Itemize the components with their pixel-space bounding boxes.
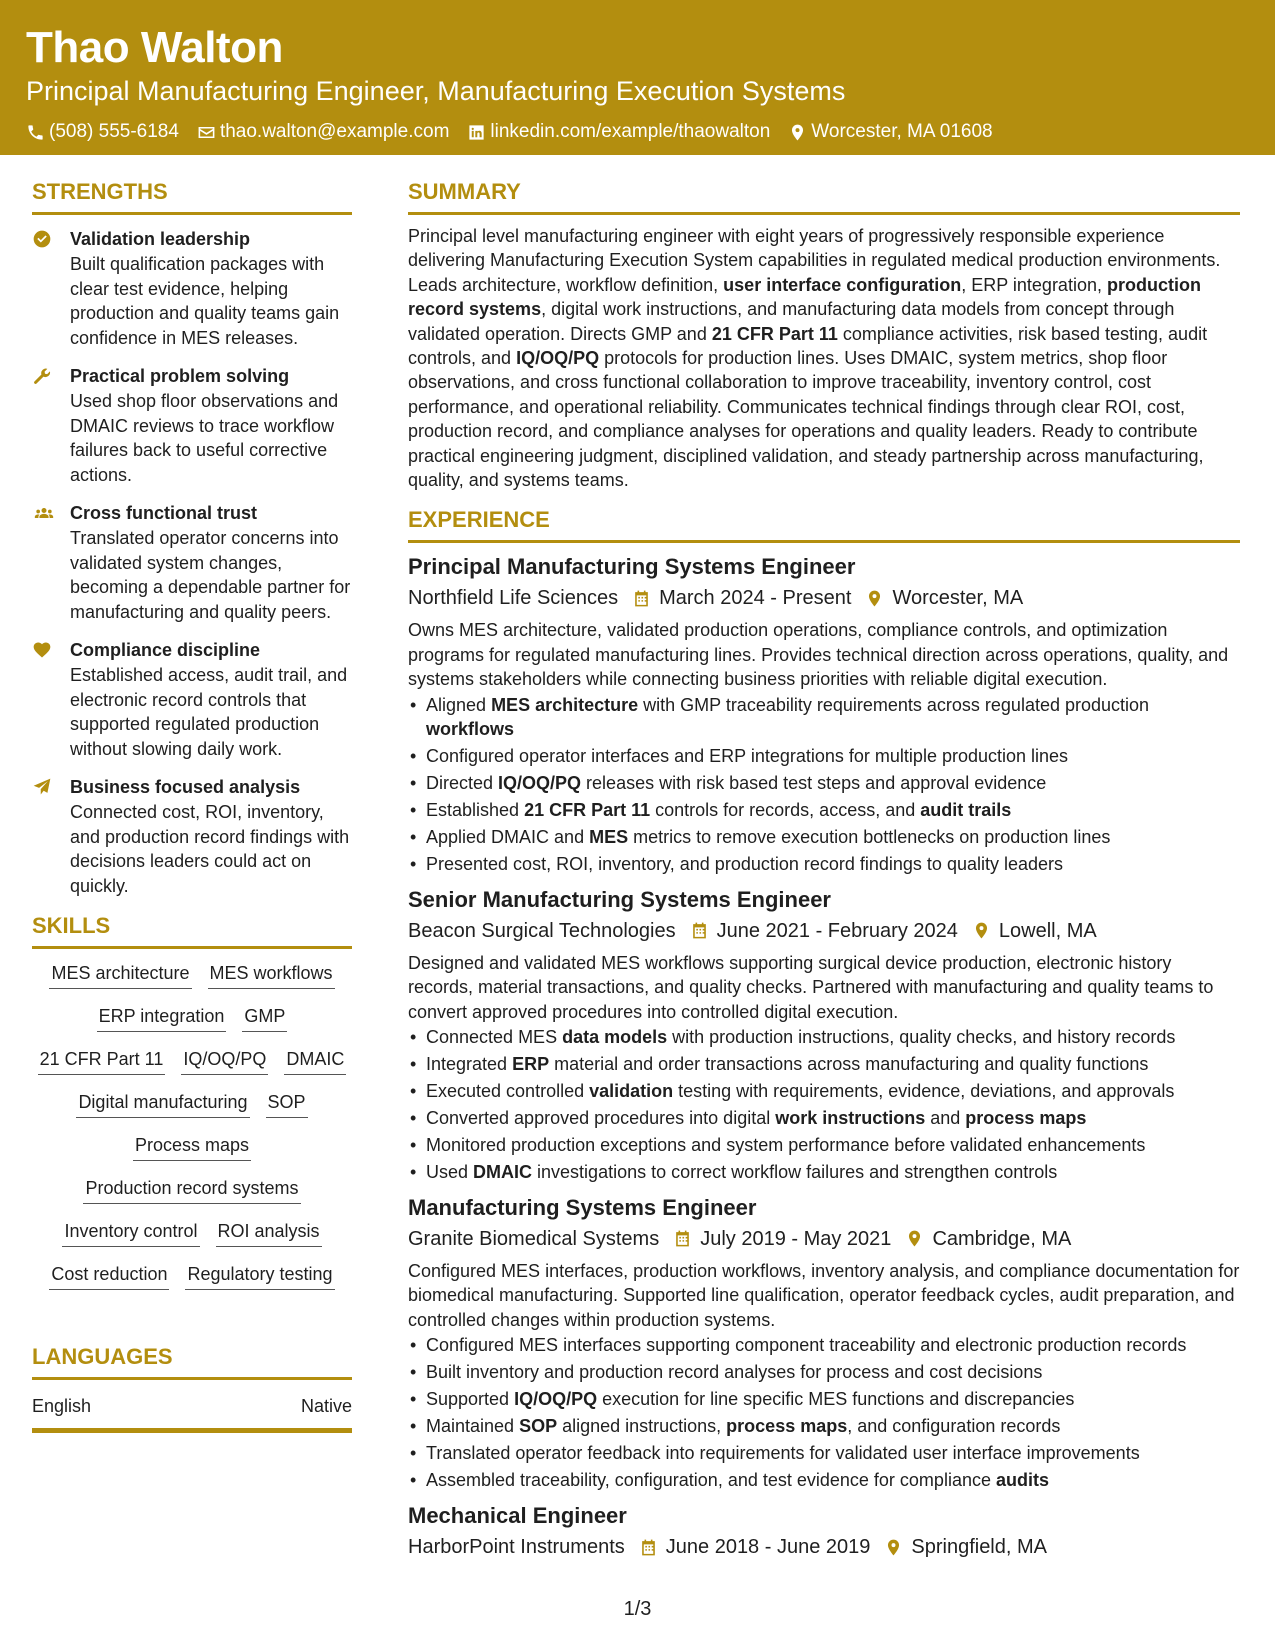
- strength-title: Compliance discipline: [70, 640, 261, 660]
- envelope-icon: [197, 123, 216, 142]
- page-number: 1/3: [623, 1598, 652, 1620]
- location-icon: [905, 1229, 924, 1248]
- job-bullets: [408, 1025, 1240, 1184]
- job-meta: [408, 1225, 1240, 1253]
- bullet-item: • Built inventory and production record analyses for process and cost decisions: [408, 1360, 1240, 1384]
- language-row: [32, 1394, 352, 1433]
- bullet-item: • Configured operator interfaces and ERP integrations for multiple production lines: [408, 744, 1240, 768]
- bullet-item: • Used DMAIC investigations to correct workflow failures and strengthen controls: [408, 1160, 1240, 1184]
- job-bullets: [408, 1333, 1240, 1492]
- job-company: Beacon Surgical Technologies: [408, 919, 676, 942]
- right-column: [408, 178, 1240, 1561]
- calendar-icon: [639, 1538, 658, 1557]
- contact-linkedin-text: linkedin.com/example/thaowalton: [490, 121, 771, 142]
- job-title: Manufacturing Systems Engineer: [408, 1194, 757, 1220]
- strength-item: [32, 501, 352, 624]
- contact-bar: [26, 120, 1249, 144]
- skill-tag: GMP: [242, 1004, 287, 1032]
- linkedin-icon: [467, 123, 486, 142]
- bullet-item: • Applied DMAIC and MES metrics to remove execution bottlenecks on production lines: [408, 825, 1240, 849]
- strength-title: Cross functional trust: [70, 503, 258, 523]
- skill-tag: IQ/OQ/PQ: [181, 1047, 268, 1075]
- check-circle-icon: [32, 229, 52, 249]
- job-entry: [408, 553, 1240, 875]
- strength-item: [32, 638, 352, 761]
- job-entry: [408, 886, 1240, 1184]
- skill-tag: SOP: [266, 1090, 308, 1118]
- skill-tag: ERP integration: [97, 1004, 227, 1032]
- strength-desc: Connected cost, ROI, inventory, and production record findings with decisions leaders could act on quickly.: [70, 802, 350, 896]
- contact-linkedin[interactable]: [467, 120, 770, 144]
- language-level: Native: [300, 1396, 352, 1416]
- job-dates: March 2024 - Present: [659, 587, 852, 610]
- location-icon: [884, 1538, 903, 1557]
- job-location: Worcester, MA: [892, 587, 1024, 610]
- strengths-heading: STRENGTHS: [32, 178, 352, 215]
- job-meta: [408, 1533, 1240, 1561]
- contact-email-text: thao.walton@example.com: [219, 121, 450, 142]
- strength-item: [32, 227, 352, 350]
- heart-icon: [32, 640, 52, 660]
- summary-text: Principal level manufacturing engineer with eight years of progressively responsible experience delivering Manufacturing Execution System capabilities in regulated medical production environments. Leads architecture, workflow definition, user interface configuration, ERP integration, production record systems, digital work instructions, and manufacturing data models from concept through validated operation. Directs GMP and 21 CFR Part 11 compliance activities, risk based testing, audit controls, and IQ/OQ/PQ protocols for production lines. Uses DMAIC, system metrics, shop floor observations, and cross functional collaboration to improve traceability, inventory control, cost performance, and operational reliability. Communicates technical findings through clear ROI, cost, production record, and compliance analyses for operations and quality leaders. Ready to contribute practical engineering judgment, disciplined validation, and steady partnership across manufacturing, quality, and systems teams.: [408, 226, 1221, 491]
- skill-tag: MES workflows: [208, 961, 335, 989]
- strength-item: [32, 364, 352, 487]
- job-dates: July 2019 - May 2021: [700, 1227, 892, 1250]
- bullet-item: • Translated operator feedback into requirements for validated user interface improvements: [408, 1441, 1240, 1465]
- skill-tag: Inventory control: [62, 1219, 199, 1247]
- job-bullets: [408, 693, 1240, 876]
- strength-title: Practical problem solving: [70, 366, 290, 386]
- contact-email[interactable]: [197, 120, 449, 144]
- left-column: [32, 178, 352, 1433]
- calendar-icon: [690, 921, 709, 940]
- experience-heading: EXPERIENCE: [408, 506, 1240, 543]
- phone-icon: [26, 123, 45, 142]
- location-icon: [788, 123, 807, 142]
- location-icon: [972, 921, 991, 940]
- skill-tag: ROI analysis: [216, 1219, 322, 1247]
- bullet-item: • Connected MES data models with production instructions, quality checks, and history records: [408, 1025, 1240, 1049]
- bullet-item: • Presented cost, ROI, inventory, and production record findings to quality leaders: [408, 852, 1240, 876]
- contact-phone-text: (508) 555-6184: [49, 121, 179, 142]
- job-entry: [408, 1502, 1240, 1561]
- candidate-name: Thao Walton: [26, 23, 283, 72]
- strength-desc: Established access, audit trail, and electronic record controls that supported regulated production without slowing daily work.: [70, 665, 348, 759]
- strength-desc: Built qualification packages with clear test evidence, helping production and quality teams gain confidence in MES releases.: [70, 254, 340, 348]
- paper-plane-icon: [32, 777, 52, 797]
- bullet-item: • Assembled traceability, configuration, and test evidence for compliance audits: [408, 1468, 1240, 1492]
- strengths-list: [32, 227, 352, 898]
- job-dates: June 2018 - June 2019: [665, 1536, 871, 1559]
- strength-item: [32, 775, 352, 898]
- job-company: HarborPoint Instruments: [408, 1536, 625, 1559]
- resume-header: [0, 0, 1275, 155]
- location-icon: [865, 589, 884, 608]
- candidate-title: Principal Manufacturing Engineer, Manufacturing Execution Systems: [26, 76, 846, 106]
- job-location: Springfield, MA: [911, 1536, 1047, 1559]
- job-dates: June 2021 - February 2024: [716, 919, 958, 942]
- strength-desc: Translated operator concerns into validated system changes, becoming a dependable partner for manufacturing and quality peers.: [70, 528, 351, 622]
- contact-location: [788, 120, 992, 144]
- job-meta: [408, 917, 1240, 945]
- job-title: Senior Manufacturing Systems Engineer: [408, 886, 831, 912]
- job-meta: [408, 584, 1240, 612]
- job-location: Cambridge, MA: [932, 1227, 1072, 1250]
- job-description: Owns MES architecture, validated production operations, compliance controls, and optimization programs for regulated manufacturing lines. Provides technical direction across operations, quality, and systems stakeholders while connecting business priorities with reliable digital execution.: [408, 620, 1229, 690]
- skill-tag: 21 CFR Part 11: [38, 1047, 166, 1075]
- job-location: Lowell, MA: [998, 919, 1097, 942]
- skills-heading: SKILLS: [32, 912, 352, 949]
- bullet-item: • Monitored production exceptions and system performance before validated enhancements: [408, 1133, 1240, 1157]
- bullet-item: • Converted approved procedures into digital work instructions and process maps: [408, 1106, 1240, 1130]
- job-entry: [408, 1194, 1240, 1492]
- strength-title: Validation leadership: [70, 229, 251, 249]
- bullet-item: • Configured MES interfaces supporting component traceability and electronic production records: [408, 1333, 1240, 1357]
- job-company: Northfield Life Sciences: [408, 587, 619, 610]
- bullet-item: • Executed controlled validation testing with requirements, evidence, deviations, and approvals: [408, 1079, 1240, 1103]
- strength-title: Business focused analysis: [70, 777, 301, 797]
- contact-location-text: Worcester, MA 01608: [811, 121, 993, 142]
- language-name: English: [32, 1396, 92, 1416]
- bullet-item: • Aligned MES architecture with GMP traceability requirements across regulated production workflows: [408, 693, 1240, 741]
- job-title: Principal Manufacturing Systems Engineer: [408, 554, 856, 580]
- strength-desc: Used shop floor observations and DMAIC reviews to trace workflow failures back to useful corrective actions.: [70, 391, 339, 485]
- skill-tag: Cost reduction: [49, 1262, 169, 1290]
- job-company: Granite Biomedical Systems: [408, 1227, 660, 1250]
- bullet-item: • Integrated ERP material and order transactions across manufacturing and quality functions: [408, 1052, 1240, 1076]
- bullet-item: • Maintained SOP aligned instructions, process maps, and configuration records: [408, 1414, 1240, 1438]
- skill-tag: DMAIC: [284, 1047, 346, 1075]
- job-description: Designed and validated MES workflows supporting surgical device production, electronic history records, material transactions, and quality checks. Partnered with manufacturing and quality teams to convert approved procedures into controlled digital execution.: [408, 952, 1214, 1022]
- languages-heading: LANGUAGES: [32, 1343, 352, 1380]
- users-icon: [32, 503, 56, 523]
- bullet-item: • Directed IQ/OQ/PQ releases with risk based test steps and approval evidence: [408, 771, 1240, 795]
- skill-tag: Production record systems: [83, 1176, 300, 1204]
- bullet-item: • Supported IQ/OQ/PQ execution for line specific MES functions and discrepancies: [408, 1387, 1240, 1411]
- summary-heading: SUMMARY: [408, 178, 1240, 215]
- job-title: Mechanical Engineer: [408, 1503, 627, 1529]
- job-description: Configured MES interfaces, production workflows, inventory analysis, and compliance documentation for biomedical manufacturing. Supported line qualification, operator feedback cycles, audit preparation, and controlled changes within production systems.: [408, 1260, 1240, 1330]
- calendar-icon: [632, 589, 651, 608]
- skill-tag: Process maps: [133, 1133, 251, 1161]
- skill-tag: Digital manufacturing: [76, 1090, 249, 1118]
- skills-list: [32, 961, 352, 1305]
- bullet-item: • Established 21 CFR Part 11 controls for records, access, and audit trails: [408, 798, 1240, 822]
- skill-tag: Regulatory testing: [185, 1262, 334, 1290]
- calendar-icon: [673, 1229, 692, 1248]
- wrench-icon: [32, 366, 52, 386]
- skill-tag: MES architecture: [49, 961, 191, 989]
- contact-phone[interactable]: [26, 120, 179, 144]
